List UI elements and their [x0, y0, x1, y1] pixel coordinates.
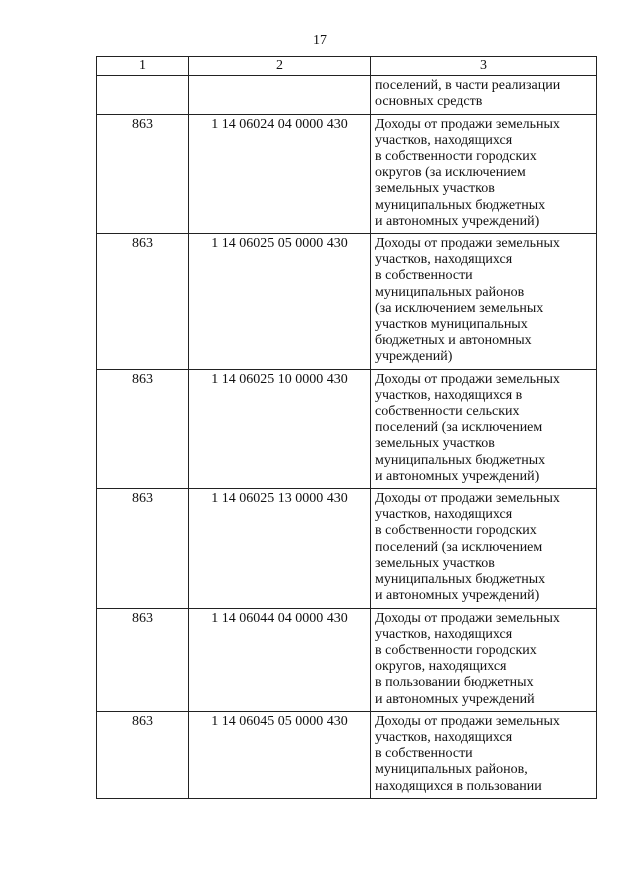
description-cell: [371, 369, 597, 488]
description-line: муниципальных бюджетных: [375, 452, 546, 468]
description-line: и автономных учреждений): [375, 468, 540, 484]
description-line: поселений (за исключением: [375, 420, 543, 436]
table-row: [97, 608, 597, 711]
description-line: Доходы от продажи земельных: [375, 236, 560, 252]
column-header-2: 2: [189, 57, 371, 76]
description-line: земельных участков: [375, 555, 495, 571]
description-line: в собственности городских: [375, 523, 537, 539]
description-line: Доходы от продажи земельных: [375, 610, 560, 626]
description-line: и автономных учреждений): [375, 588, 540, 604]
table-row: [97, 114, 597, 233]
budget-code-cell: 1 14 06024 04 0000 430: [189, 114, 371, 233]
admin-code-cell: [97, 76, 189, 114]
description-line: муниципальных бюджетных: [375, 572, 546, 588]
revenue-codes-table: [96, 56, 597, 799]
description-line: участков, находящихся: [375, 252, 513, 268]
description-line: Доходы от продажи земельных: [375, 491, 560, 507]
column-header-1: 1: [97, 57, 189, 76]
description-line: Доходы от продажи земельных: [375, 713, 560, 729]
budget-code-cell: 1 14 06025 05 0000 430: [189, 234, 371, 370]
budget-code-cell: 1 14 06044 04 0000 430: [189, 608, 371, 711]
description-line: находящихся в пользовании: [375, 778, 542, 794]
description-line: в пользовании бюджетных: [375, 675, 534, 691]
admin-code-cell: 863: [97, 489, 189, 608]
description-cell: [371, 234, 597, 370]
description-line: в собственности: [375, 746, 473, 762]
budget-code-cell: 1 14 06045 05 0000 430: [189, 711, 371, 798]
description-line: участков муниципальных: [375, 317, 528, 333]
description-line: основных средств: [375, 94, 483, 110]
description-line: Доходы от продажи земельных: [375, 371, 560, 387]
description-line: муниципальных районов,: [375, 762, 528, 778]
budget-code-cell: 1 14 06025 13 0000 430: [189, 489, 371, 608]
description-line: муниципальных бюджетных: [375, 197, 546, 213]
description-line: участков, находящихся: [375, 507, 513, 523]
description-line: земельных участков: [375, 436, 495, 452]
description-line: Доходы от продажи земельных: [375, 116, 560, 132]
column-header-3: 3: [371, 57, 597, 76]
table-row: [97, 489, 597, 608]
description-line: в собственности городских: [375, 149, 537, 165]
table-row: [97, 711, 597, 798]
table-row: [97, 369, 597, 488]
description-line: учреждений): [375, 349, 453, 365]
description-cell: [371, 76, 597, 114]
description-line: в собственности городских: [375, 642, 537, 658]
description-line: собственности сельских: [375, 404, 520, 420]
admin-code-cell: 863: [97, 369, 189, 488]
description-cell: [371, 114, 597, 233]
description-line: поселений, в части реализации: [375, 78, 561, 94]
description-cell: [371, 489, 597, 608]
page-number: 17: [313, 33, 327, 48]
budget-code-cell: 1 14 06025 10 0000 430: [189, 369, 371, 488]
table-header-row: [97, 57, 597, 76]
budget-code-cell: [189, 76, 371, 114]
description-line: земельных участков: [375, 181, 495, 197]
description-line: бюджетных и автономных: [375, 333, 532, 349]
admin-code-cell: 863: [97, 234, 189, 370]
description-line: участков, находящихся: [375, 132, 513, 148]
table-row: [97, 76, 597, 114]
description-line: муниципальных районов: [375, 284, 525, 300]
description-line: участков, находящихся: [375, 729, 513, 745]
admin-code-cell: 863: [97, 114, 189, 233]
description-line: в собственности: [375, 268, 473, 284]
description-cell: [371, 608, 597, 711]
description-line: округов, находящихся: [375, 659, 507, 675]
description-cell: [371, 711, 597, 798]
table-body: [97, 76, 597, 799]
description-line: поселений (за исключением: [375, 539, 543, 555]
admin-code-cell: 863: [97, 711, 189, 798]
description-line: (за исключением земельных: [375, 300, 544, 316]
description-line: участков, находящихся в: [375, 387, 523, 403]
description-line: участков, находящихся: [375, 626, 513, 642]
description-line: и автономных учреждений: [375, 691, 535, 707]
description-line: округов (за исключением: [375, 165, 526, 181]
description-line: и автономных учреждений): [375, 213, 540, 229]
admin-code-cell: 863: [97, 608, 189, 711]
table-row: [97, 234, 597, 370]
